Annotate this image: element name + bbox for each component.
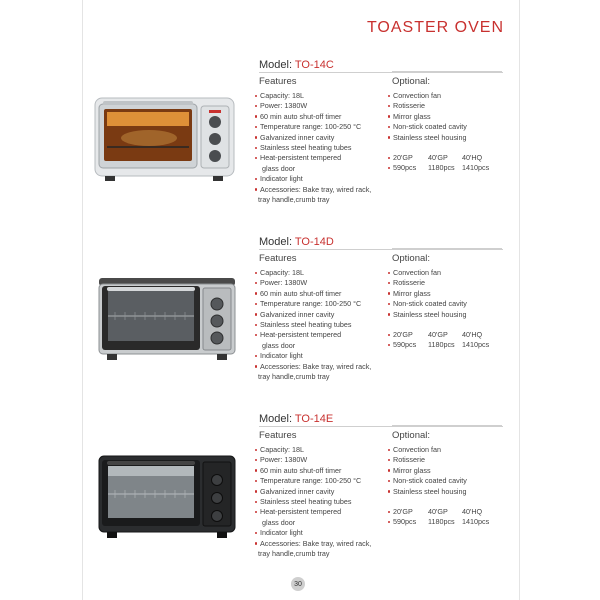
feature-item: Accessories: Bake tray, wired rack, bbox=[255, 185, 385, 195]
model-code: TO-14E bbox=[294, 413, 334, 425]
feature-item-continued: tray handle,crumb tray bbox=[258, 372, 330, 382]
feature-item: Heat-persistent tempered bbox=[255, 153, 385, 163]
optional-item: Mirror glass bbox=[388, 112, 508, 122]
optional-item: Non-stick coated cavity bbox=[388, 122, 508, 132]
container-type: 40'HQ bbox=[462, 507, 483, 516]
container-type: 40'GP bbox=[428, 330, 448, 339]
optional-heading: Optional: bbox=[392, 253, 431, 264]
optional-list bbox=[388, 91, 508, 143]
feature-item: Galvanized inner cavity bbox=[255, 487, 385, 497]
container-quantity: 1410pcs bbox=[462, 517, 490, 527]
feature-item: Heat-persistent tempered bbox=[255, 330, 385, 340]
container-type: 20'GP bbox=[388, 153, 413, 163]
optional-list bbox=[388, 445, 508, 497]
feature-item: Power: 1380W bbox=[255, 455, 385, 465]
features-list bbox=[255, 445, 385, 559]
optional-divider bbox=[392, 248, 502, 249]
container-quantity: 590pcs bbox=[388, 517, 416, 527]
feature-item: Stainless steel heating tubes bbox=[255, 143, 385, 153]
optional-item: Convection fan bbox=[388, 91, 508, 101]
model-code: TO-14C bbox=[294, 59, 334, 71]
features-list bbox=[255, 91, 385, 205]
optional-item: Stainless steel housing bbox=[388, 133, 508, 143]
optional-heading: Optional: bbox=[392, 430, 431, 441]
optional-item: Mirror glass bbox=[388, 466, 508, 476]
optional-list bbox=[388, 268, 508, 320]
container-quantity: 1410pcs bbox=[462, 163, 490, 173]
feature-item: Galvanized inner cavity bbox=[255, 133, 385, 143]
optional-item: Rotisserie bbox=[388, 278, 508, 288]
shipping-table bbox=[388, 153, 508, 174]
features-heading: Features bbox=[259, 76, 297, 87]
container-quantity: 1180pcs bbox=[428, 517, 455, 527]
container-type: 40'HQ bbox=[462, 330, 483, 339]
feature-item-continued: glass door bbox=[262, 340, 296, 350]
optional-item: Non-stick coated cavity bbox=[388, 299, 508, 309]
feature-item: Temperature range: 100-250 °C bbox=[255, 476, 385, 486]
feature-item: Capacity: 18L bbox=[255, 268, 385, 278]
feature-item-continued: tray handle,crumb tray bbox=[258, 195, 330, 205]
shipping-table bbox=[388, 507, 508, 528]
container-quantity: 1180pcs bbox=[428, 340, 455, 350]
model-prefix: Model: bbox=[259, 413, 293, 425]
shipping-table bbox=[388, 330, 508, 351]
container-type: 40'HQ bbox=[462, 153, 483, 162]
model-prefix: Model: bbox=[259, 59, 293, 71]
feature-item: Power: 1380W bbox=[255, 278, 385, 288]
feature-item: Stainless steel heating tubes bbox=[255, 320, 385, 330]
feature-item: 60 min auto shut-off timer bbox=[255, 466, 385, 476]
feature-item: Power: 1380W bbox=[255, 101, 385, 111]
feature-item-continued: glass door bbox=[262, 517, 296, 527]
feature-item: Indicator light bbox=[255, 351, 385, 361]
page-title: TOASTER OVEN bbox=[366, 19, 504, 36]
page-number: 30 bbox=[291, 577, 305, 591]
feature-item: 60 min auto shut-off timer bbox=[255, 112, 385, 122]
optional-item: Stainless steel housing bbox=[388, 487, 508, 497]
feature-item: 60 min auto shut-off timer bbox=[255, 289, 385, 299]
container-type: 40'GP bbox=[428, 153, 448, 162]
feature-item: Heat-persistent tempered bbox=[255, 507, 385, 517]
feature-item: Galvanized inner cavity bbox=[255, 310, 385, 320]
oven-image-to-14e bbox=[97, 452, 237, 540]
container-quantity: 1410pcs bbox=[462, 340, 490, 350]
feature-item: Indicator light bbox=[255, 174, 385, 184]
container-quantity: 590pcs bbox=[388, 340, 416, 350]
optional-item: Rotisserie bbox=[388, 455, 508, 465]
feature-item: Temperature range: 100-250 °C bbox=[255, 299, 385, 309]
optional-item: Mirror glass bbox=[388, 289, 508, 299]
feature-item-continued: glass door bbox=[262, 163, 296, 173]
features-list bbox=[255, 268, 385, 382]
container-type: 20'GP bbox=[388, 507, 413, 517]
feature-item-continued: tray handle,crumb tray bbox=[258, 549, 330, 559]
optional-heading: Optional: bbox=[392, 76, 431, 87]
optional-divider bbox=[392, 71, 502, 72]
features-heading: Features bbox=[259, 253, 297, 264]
container-quantity: 1180pcs bbox=[428, 163, 455, 173]
features-heading: Features bbox=[259, 430, 297, 441]
container-type: 40'GP bbox=[428, 507, 448, 516]
optional-item: Convection fan bbox=[388, 268, 508, 278]
feature-item: Accessories: Bake tray, wired rack, bbox=[255, 539, 385, 549]
model-code: TO-14D bbox=[294, 236, 334, 248]
container-type: 20'GP bbox=[388, 330, 413, 340]
model-prefix: Model: bbox=[259, 236, 293, 248]
optional-divider bbox=[392, 425, 502, 426]
optional-item: Stainless steel housing bbox=[388, 310, 508, 320]
feature-item: Capacity: 18L bbox=[255, 445, 385, 455]
feature-item: Capacity: 18L bbox=[255, 91, 385, 101]
oven-image-to-14d bbox=[97, 276, 237, 362]
feature-item: Accessories: Bake tray, wired rack, bbox=[255, 362, 385, 372]
optional-item: Rotisserie bbox=[388, 101, 508, 111]
optional-item: Non-stick coated cavity bbox=[388, 476, 508, 486]
oven-image-to-14c bbox=[93, 96, 236, 182]
feature-item: Stainless steel heating tubes bbox=[255, 497, 385, 507]
optional-item: Convection fan bbox=[388, 445, 508, 455]
feature-item: Indicator light bbox=[255, 528, 385, 538]
feature-item: Temperature range: 100-250 °C bbox=[255, 122, 385, 132]
container-quantity: 590pcs bbox=[388, 163, 416, 173]
